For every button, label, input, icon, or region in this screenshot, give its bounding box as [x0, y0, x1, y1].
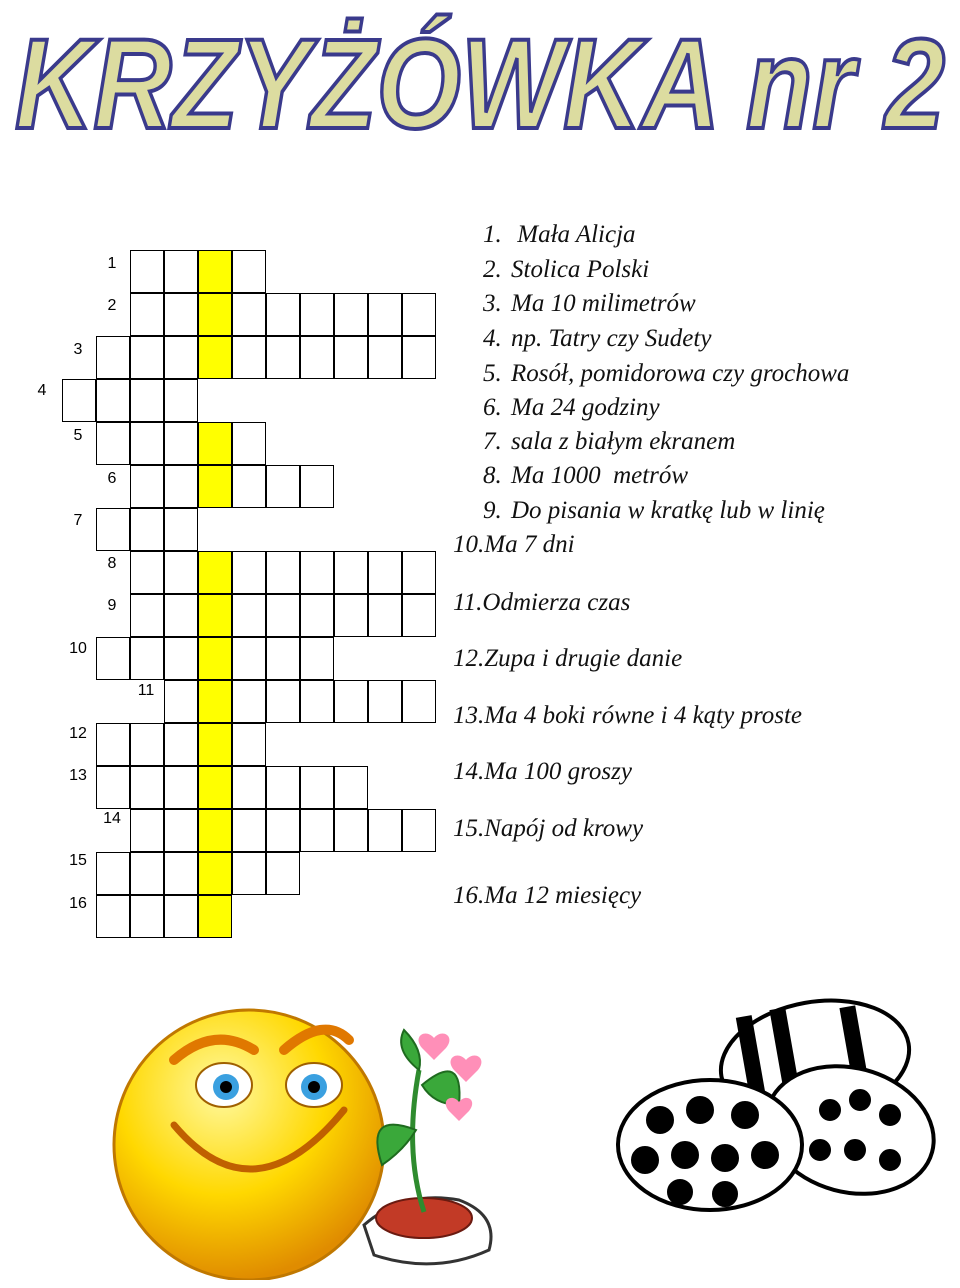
- crossword-cell[interactable]: [300, 809, 334, 852]
- clue-text: Ma 4 boki równe i 4 kąty proste: [484, 702, 803, 729]
- crossword-cell[interactable]: [232, 723, 266, 766]
- crossword-cell[interactable]: [130, 422, 164, 465]
- clue-item: [483, 289, 696, 319]
- clue-item: [483, 324, 711, 354]
- crossword-cell[interactable]: [402, 551, 436, 594]
- crossword-cell[interactable]: [164, 594, 198, 637]
- crossword-cell[interactable]: [164, 465, 198, 508]
- crossword-cell[interactable]: [334, 551, 368, 594]
- crossword-cell[interactable]: [368, 293, 402, 336]
- crossword-cell[interactable]: [130, 508, 164, 551]
- crossword-cell[interactable]: [164, 637, 198, 680]
- clue-text: Do pisania w kratkę lub w linię: [511, 497, 825, 524]
- clue-item: [453, 644, 682, 674]
- clue-text: Napój od krowy: [484, 815, 644, 842]
- crossword-cell[interactable]: [232, 852, 266, 895]
- crossword-cell[interactable]: [96, 852, 130, 895]
- crossword-cell[interactable]: [130, 465, 164, 508]
- clue-number: 12.: [453, 645, 485, 672]
- clue-text: Ma 12 miesięcy: [484, 882, 642, 909]
- key-column-cell[interactable]: [198, 723, 232, 766]
- clue-number: 15.: [453, 815, 485, 842]
- clue-number: 4.: [483, 325, 502, 352]
- clue-item: [483, 220, 636, 250]
- clue-number: 8.: [483, 462, 502, 489]
- crossword-cell[interactable]: [164, 250, 198, 293]
- row-number: 8: [107, 555, 117, 572]
- crossword-cell[interactable]: [96, 336, 130, 379]
- crossword-cell[interactable]: [232, 637, 266, 680]
- clue-item: [453, 881, 641, 911]
- clue-item: [483, 461, 688, 491]
- clue-item: [483, 255, 649, 285]
- key-column-cell[interactable]: [198, 250, 232, 293]
- crossword-cell[interactable]: [130, 766, 164, 809]
- clue-number: 16.: [453, 882, 485, 909]
- crossword-cell[interactable]: [164, 422, 198, 465]
- crossword-cell[interactable]: [232, 250, 266, 293]
- crossword-cell[interactable]: [266, 680, 300, 723]
- crossword-cell[interactable]: [368, 680, 402, 723]
- crossword-cell[interactable]: [300, 637, 334, 680]
- key-column-cell[interactable]: [198, 594, 232, 637]
- crossword-cell[interactable]: [334, 594, 368, 637]
- clue-number: 13.: [453, 702, 485, 729]
- clue-text: Ma 100 groszy: [484, 758, 632, 785]
- key-column-cell[interactable]: [198, 809, 232, 852]
- crossword-cell[interactable]: [164, 723, 198, 766]
- crossword-cell[interactable]: [266, 293, 300, 336]
- clue-number: 7.: [483, 428, 502, 455]
- crossword-cell[interactable]: [96, 379, 130, 422]
- row-number: 9: [107, 597, 117, 614]
- row-number: 4: [37, 382, 47, 399]
- clue-text: sala z białym ekranem: [511, 428, 736, 455]
- row-number: 12: [69, 725, 87, 742]
- crossword-cell[interactable]: [164, 508, 198, 551]
- crossword-cell[interactable]: [232, 293, 266, 336]
- key-column-cell[interactable]: [198, 336, 232, 379]
- crossword-cell[interactable]: [266, 809, 300, 852]
- crossword-cell[interactable]: [334, 293, 368, 336]
- crossword-cell[interactable]: [300, 336, 334, 379]
- crossword-cell[interactable]: [96, 422, 130, 465]
- crossword-cell[interactable]: [96, 508, 130, 551]
- crossword-cell[interactable]: [402, 336, 436, 379]
- crossword-cell[interactable]: [266, 336, 300, 379]
- clue-number: 2.: [483, 256, 502, 283]
- row-number: 16: [69, 895, 87, 912]
- clue-item: [483, 393, 660, 423]
- crossword-cell[interactable]: [300, 766, 334, 809]
- key-column-cell[interactable]: [198, 637, 232, 680]
- crossword-cell[interactable]: [62, 379, 96, 422]
- crossword-cell[interactable]: [164, 809, 198, 852]
- clue-text: Odmierza czas: [482, 589, 631, 616]
- crossword-cell[interactable]: [300, 594, 334, 637]
- crossword-cell[interactable]: [130, 336, 164, 379]
- row-number: 10: [69, 640, 87, 657]
- crossword-cell[interactable]: [96, 637, 130, 680]
- row-number: 2: [107, 297, 117, 314]
- row-number: 7: [73, 512, 83, 529]
- row-number: 15: [69, 852, 87, 869]
- crossword-cell[interactable]: [266, 766, 300, 809]
- clue-item: [453, 757, 632, 787]
- clue-number: 9.: [483, 497, 502, 524]
- clue-number: 6.: [483, 394, 502, 421]
- row-number: 11: [137, 682, 155, 699]
- crossword-cell[interactable]: [368, 809, 402, 852]
- crossword-cell[interactable]: [130, 594, 164, 637]
- key-column-cell[interactable]: [198, 293, 232, 336]
- crossword-cell[interactable]: [402, 594, 436, 637]
- crossword-cell[interactable]: [334, 680, 368, 723]
- clue-item: [453, 701, 802, 731]
- crossword-cell[interactable]: [130, 250, 164, 293]
- clue-item: [483, 427, 735, 457]
- clue-item: [453, 588, 630, 618]
- crossword-cell[interactable]: [164, 551, 198, 594]
- clue-number: 11.: [453, 589, 483, 616]
- crossword-cell[interactable]: [300, 293, 334, 336]
- clue-text: Ma 1000 metrów: [511, 462, 689, 489]
- row-number: 13: [69, 767, 87, 784]
- crossword-cell[interactable]: [232, 809, 266, 852]
- crossword-cell[interactable]: [130, 809, 164, 852]
- crossword-cell[interactable]: [334, 766, 368, 809]
- crossword-cell[interactable]: [300, 680, 334, 723]
- crossword-cell[interactable]: [96, 895, 130, 938]
- crossword-cell[interactable]: [130, 895, 164, 938]
- clue-number: 3.: [483, 290, 502, 317]
- crossword-cell[interactable]: [164, 766, 198, 809]
- row-number: 5: [73, 427, 83, 444]
- key-column-cell[interactable]: [198, 465, 232, 508]
- crossword-cell[interactable]: [164, 680, 198, 723]
- crossword-cell[interactable]: [164, 336, 198, 379]
- crossword-cell[interactable]: [334, 336, 368, 379]
- crossword-cell[interactable]: [164, 852, 198, 895]
- crossword-cell[interactable]: [368, 594, 402, 637]
- crossword-cell[interactable]: [130, 637, 164, 680]
- crossword-cell[interactable]: [266, 637, 300, 680]
- smiley-icon: [104, 990, 514, 1280]
- row-number: 14: [103, 810, 121, 827]
- clue-text: Ma 7 dni: [484, 531, 575, 558]
- row-number: 1: [107, 255, 117, 272]
- crossword-cell[interactable]: [232, 465, 266, 508]
- crossword-cell[interactable]: [300, 551, 334, 594]
- crossword-cell[interactable]: [232, 766, 266, 809]
- crossword-cell[interactable]: [266, 852, 300, 895]
- crossword-cell[interactable]: [164, 379, 198, 422]
- clue-number: 14.: [453, 758, 485, 785]
- clue-number: 5.: [483, 360, 502, 387]
- crossword-cell[interactable]: [130, 723, 164, 766]
- crossword-cell[interactable]: [266, 594, 300, 637]
- clue-item: [483, 359, 849, 389]
- crossword-cell[interactable]: [164, 895, 198, 938]
- crossword-cell[interactable]: [96, 766, 130, 809]
- clue-text: Stolica Polski: [511, 256, 650, 283]
- crossword-grid: [0, 0, 460, 960]
- crossword-cell[interactable]: [368, 336, 402, 379]
- crossword-cell[interactable]: [402, 680, 436, 723]
- clue-item: [453, 530, 575, 560]
- crossword-cell[interactable]: [334, 809, 368, 852]
- crossword-cell[interactable]: [232, 551, 266, 594]
- key-column-cell[interactable]: [198, 895, 232, 938]
- clue-text: Rosół, pomidorowa czy grochowa: [511, 360, 850, 387]
- clue-text: Mała Alicja: [511, 221, 636, 248]
- clue-item: [483, 496, 825, 526]
- crossword-cell[interactable]: [232, 594, 266, 637]
- key-column-cell[interactable]: [198, 680, 232, 723]
- crossword-cell[interactable]: [402, 809, 436, 852]
- page-title-text: KRZYŻÓWKA nr 2: [15, 13, 945, 156]
- crossword-cell[interactable]: [368, 551, 402, 594]
- key-column-cell[interactable]: [198, 551, 232, 594]
- crossword-cell[interactable]: [130, 293, 164, 336]
- crossword-cell[interactable]: [130, 852, 164, 895]
- crossword-cell[interactable]: [232, 680, 266, 723]
- clue-item: [453, 814, 643, 844]
- crossword-cell[interactable]: [266, 551, 300, 594]
- clue-text: np. Tatry czy Sudety: [511, 325, 712, 352]
- clue-number: 1.: [483, 221, 502, 248]
- crossword-cell[interactable]: [402, 293, 436, 336]
- clue-number: 10.: [453, 531, 485, 558]
- key-column-cell[interactable]: [198, 422, 232, 465]
- crossword-cell[interactable]: [266, 465, 300, 508]
- key-column-cell[interactable]: [198, 852, 232, 895]
- crossword-cell[interactable]: [164, 293, 198, 336]
- easter-eggs-icon: [600, 990, 940, 1220]
- clue-text: Ma 24 godziny: [511, 394, 660, 421]
- crossword-cell[interactable]: [232, 422, 266, 465]
- key-column-cell[interactable]: [198, 766, 232, 809]
- crossword-cell[interactable]: [232, 336, 266, 379]
- row-number: 6: [107, 470, 117, 487]
- row-number: 3: [73, 341, 83, 358]
- crossword-cell[interactable]: [130, 379, 164, 422]
- crossword-cell[interactable]: [300, 465, 334, 508]
- crossword-cell[interactable]: [96, 723, 130, 766]
- clue-text: Zupa i drugie danie: [484, 645, 683, 672]
- crossword-cell[interactable]: [130, 551, 164, 594]
- clue-text: Ma 10 milimetrów: [511, 290, 696, 317]
